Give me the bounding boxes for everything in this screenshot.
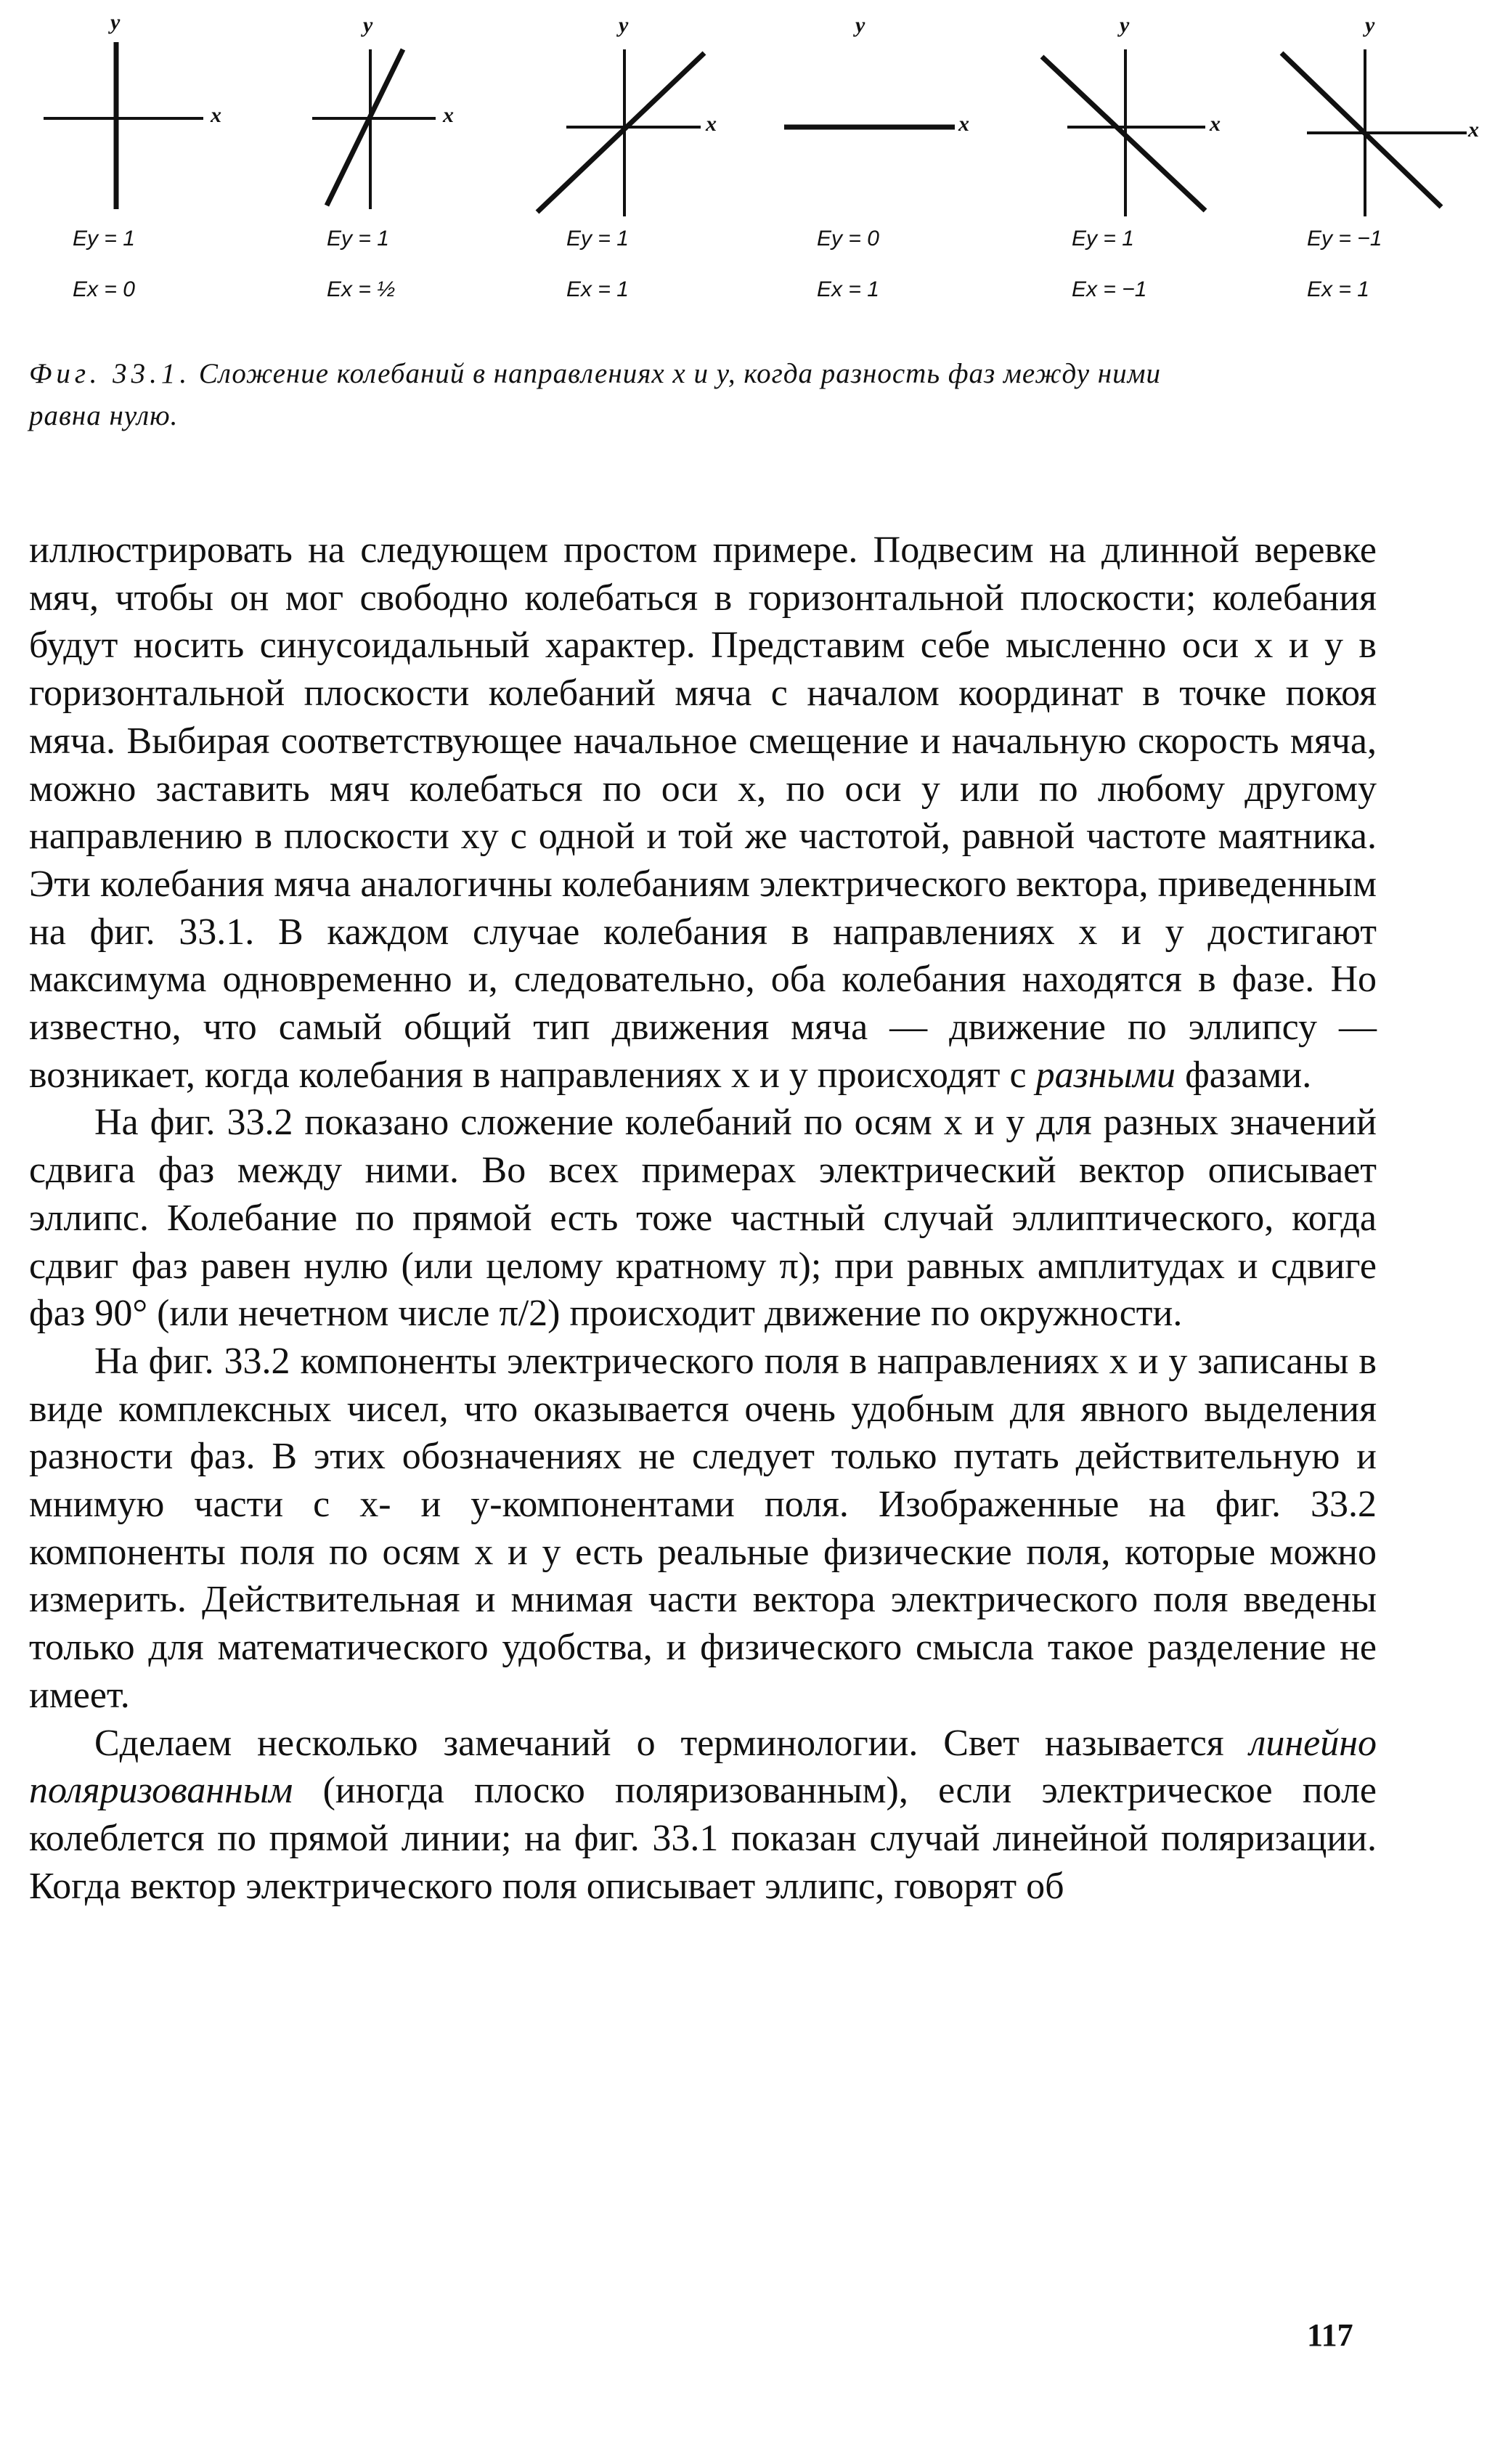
x-axis-label: x [443, 103, 454, 127]
x-axis-label: x [706, 112, 717, 136]
ex-value: Ex = 0 [73, 277, 135, 301]
y-axis-label: y [110, 10, 121, 34]
x-axis-label: x [1210, 112, 1221, 136]
axes-diagram-6 [1263, 0, 1487, 218]
y-axis-label: y [619, 13, 629, 37]
page-number: 117 [1307, 2317, 1353, 2353]
x-axis-label: x [958, 112, 969, 136]
axes-diagram-2 [290, 0, 523, 218]
diagram-2 [290, 0, 523, 320]
ex-value: Ex = −1 [1072, 277, 1147, 301]
axes-diagram-5 [1024, 0, 1256, 218]
y-axis-label: y [1120, 13, 1130, 37]
emphasis: разными [1035, 1054, 1176, 1096]
diagram-3 [523, 0, 755, 320]
axes-diagram-4 [777, 0, 1009, 218]
diagram-5 [1024, 0, 1256, 320]
ey-value: Ey = 1 [1072, 227, 1134, 251]
ex-value: Ex = 1 [817, 277, 879, 301]
y-axis-label: y [855, 13, 865, 37]
ey-value: Ey = 1 [73, 227, 135, 251]
ey-value: Ey = 0 [817, 227, 879, 251]
ey-value: Ey = 1 [566, 227, 629, 251]
ex-value: Ex = ½ [327, 277, 396, 301]
axes-diagram-1 [29, 0, 261, 218]
ey-value: Ey = −1 [1307, 227, 1382, 251]
ex-value: Ex = 1 [1307, 277, 1369, 301]
figure-caption [29, 353, 1162, 437]
ex-value: Ex = 1 [566, 277, 629, 301]
x-axis-label: x [1468, 118, 1479, 142]
paragraph-2: На фиг. 33.2 показано сложение колебаний по осям x и y для разных значений сдвига фаз между ними. Во всех примерах электрический вектор описывает эллипс. Колебание по прямой есть тоже частный случай эллиптического, когда сдвиг фаз равен нулю (или целому кратному π); при равных амплитудах и сдвиге фаз 90° (или нечетном числе π/2) происходит движение по окружности. [29, 1102, 1377, 1335]
paragraph-3: На фиг. 33.2 компоненты электрического поля в направлениях x и y записаны в виде комплексных чисел, что оказывается очень удобным для явного выделения разности фаз. В этих обозначениях не следует только путать действительную и мнимую части с x- и y-компонентами поля. Изображенные на фиг. 33.2 компоненты поля по осям x и y есть реальные физические поля, которые можно измерить. Действительная и мнимая части вектора электрического поля введены только для математического удобства, и физического смысла такое разделение не имеет. [29, 1340, 1377, 1716]
axes-diagram-3 [523, 0, 755, 218]
x-axis-label: x [211, 103, 221, 127]
diagram-6 [1263, 0, 1487, 320]
paragraph-4: Сделаем несколько замечаний о терминологии. Свет называется линейно поляризованным (иногда плоско поляризованным), если электрическое поле колеблется по прямой линии; на фиг. 33.1 показан случай линейной поляризации. Когда вектор электрического поля описывает эллипс, говорят об [29, 1722, 1377, 1907]
term-linear-polarization: линейно поляризованным [29, 1722, 1377, 1812]
caption-label: Фиг. 33.1. [29, 358, 192, 389]
caption-text: Сложение колебаний в направлениях x и y, когда разность фаз между ними равна нулю. [29, 358, 1162, 431]
paragraph-1: иллюстрировать на следующем простом примере. Подвесим на длинной веревке мяч, чтобы он мог свободно колебаться в горизонтальной плоскости; колебания будут носить синусоидальный характер. Представим себе мысленно оси x и y в горизонтальной плоскости колебаний мяча с началом координат в точке покоя мяча. Выбирая соответствующее начальное смещение и начальную скорость мяча, можно заставить мяч колебаться по оси x, по оси y или по любому другому направлению в плоскости xy с одной и той же частотой, равной частоте маятника. Эти колебания мяча аналогичны колебаниям электрического вектора, приведенным на фиг. 33.1. В каждом случае колебания в направлениях x и y достигают максимума одновременно и, следовательно, оба колебания находятся в фазе. Но известно, что самый общий тип движения мяча — движение по эллипсу — возникает, когда колебания в направлениях x и y происходят с разными фазами. [29, 529, 1377, 1096]
diagram-1 [29, 0, 261, 320]
ey-value: Ey = 1 [327, 227, 389, 251]
diagram-4 [777, 0, 1009, 320]
figure-33-1 [0, 0, 1487, 320]
y-axis-label: y [1365, 13, 1375, 37]
y-axis-label: y [363, 13, 373, 37]
body-text [29, 526, 1377, 1910]
